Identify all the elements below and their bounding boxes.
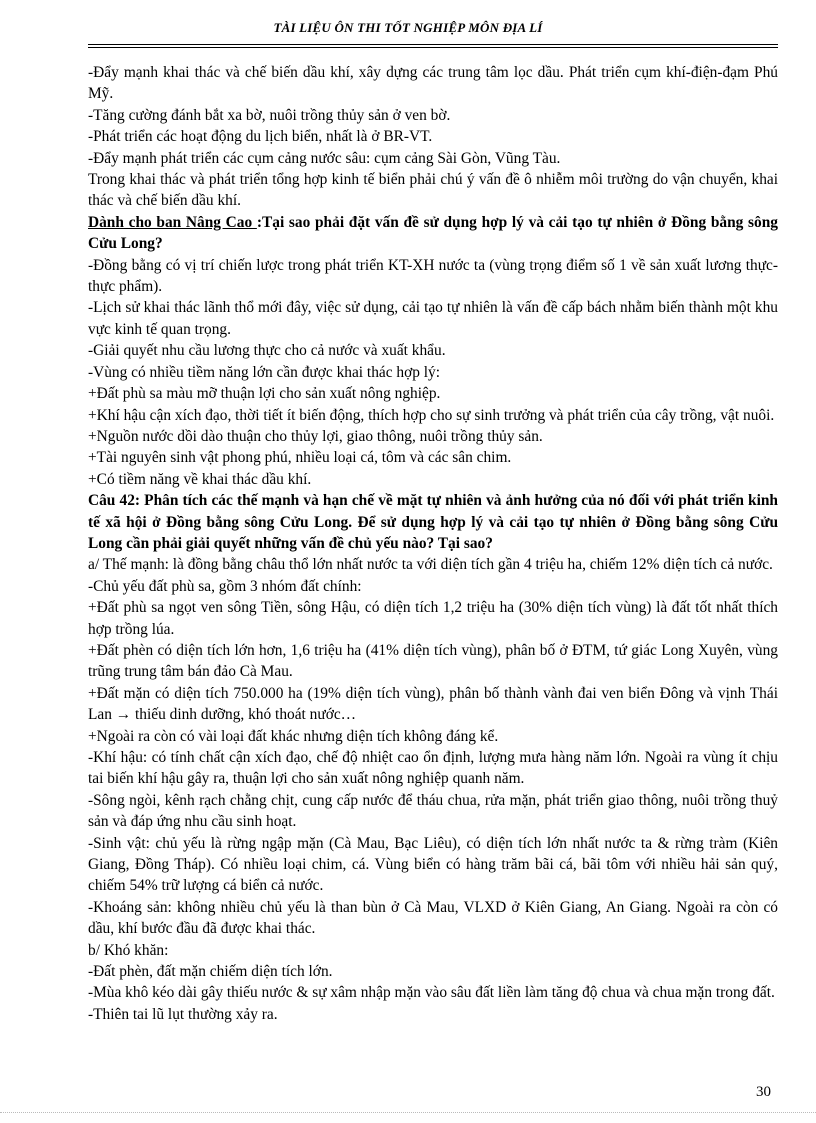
list-item: +Khí hậu cận xích đạo, thời tiết ít biến động, thích hợp cho sự sinh trưởng và phát triển của cây trồng, vật nuôi. (88, 406, 775, 424)
question-42-heading: Câu 42: Phân tích các thế mạnh và hạn chế về mặt tự nhiên và ảnh hưởng của nó đối với phát triển kinh tế xã hội ở Đồng bằng sông Cửu Long. Để sử dụng hợp lý và cải tạo tự nhiên ở Đồng bằng sông Cửu Long cần phải giải quyết những vấn đề chủ yếu nào? Tại sao? (88, 492, 778, 552)
list-item: +Đất phù sa màu mỡ thuận lợi cho sản xuất nông nghiệp. (88, 385, 441, 403)
list-item: -Thiên tai lũ lụt thường xảy ra. (88, 1005, 278, 1023)
list-item: +Nguồn nước dồi dào thuận cho thủy lợi, giao thông, nuôi trồng thủy sản. (88, 427, 543, 445)
paragraph: -Tăng cường đánh bắt xa bờ, nuôi trồng thủy sản ở ven bờ. (88, 106, 451, 124)
list-item: -Lịch sử khai thác lãnh thổ mới đây, việc sử dụng, cải tạo tự nhiên là vấn đề cấp bách nhằm biến thành một khu vực kinh tế quan trọng. (88, 299, 778, 338)
list-item: -Giải quyết nhu cầu lương thực cho cả nước và xuất khẩu. (88, 342, 446, 360)
advanced-section-heading (88, 212, 778, 255)
advanced-question: :Tại sao phải đặt vấn đề sử dụng hợp lý và cải tạo tự nhiên ở Đồng bằng sông Cửu Long? (88, 213, 779, 253)
list-item: -Sinh vật: chủ yếu là rừng ngập mặn (Cà Mau, Bạc Liêu), có diện tích lớn nhất nước ta & rừng tràm (Kiên Giang, Đồng Tháp). Có nhiều loại chim, cá. Vùng biển có hàng trăm bãi cá, bãi tôm với nhiều hải sản quý, chiếm 54% trữ lượng cá biển cả nước. (88, 834, 778, 895)
list-item: +Tài nguyên sinh vật phong phú, nhiều loại cá, tôm và các sân chim. (88, 449, 512, 467)
paragraph: Trong khai thác và phát triển tổng hợp kinh tế biển phải chú ý vấn đề ô nhiễm môi trường do vận chuyển, khai thác và chế biến dầu khí. (88, 171, 778, 210)
list-item: -Khoáng sản: không nhiều chủ yếu là than bùn ở Cà Mau, VLXD ở Kiên Giang, An Giang. Ngoài ra còn có dầu, khí bước đầu đã được khai thác. (88, 898, 778, 938)
list-item: -Mùa khô kéo dài gây thiếu nước & sự xâm nhập mặn vào sâu đất liền làm tăng độ chua và chua mặn trong đất. (88, 984, 775, 1002)
list-item: -Vùng có nhiều tiềm năng lớn cần được khai thác hợp lý: (88, 363, 441, 381)
paragraph: -Phát triển các hoạt động du lịch biển, nhất là ở BR-VT. (88, 128, 433, 146)
list-item: b/ Khó khăn: (88, 941, 169, 959)
list-item: +Ngoài ra còn có vài loại đất khác nhưng diện tích không đáng kể. (88, 727, 499, 745)
advanced-label: Dành cho ban Nâng Cao (88, 213, 257, 231)
footer-rule (0, 1112, 816, 1113)
list-item: +Đất phù sa ngọt ven sông Tiền, sông Hậu, có diện tích 1,2 triệu ha (30% diện tích vùng) là đất tốt nhất thích hợp trồng lúa. (88, 599, 778, 638)
paragraph: -Đẩy mạnh khai thác và chế biến dầu khí, xây dựng các trung tâm lọc dầu. Phát triển cụm khí-điện-đạm Phú Mỹ. (88, 64, 778, 103)
list-item: -Sông ngòi, kênh rạch chằng chịt, cung cấp nước để tháu chua, rửa mặn, phát triển giao thông, nuôi trồng thuỷ sản và đáp ứng nhu cầu sinh hoạt. (88, 791, 778, 831)
header-rule (88, 44, 778, 48)
list-item: +Có tiềm năng về khai thác dầu khí. (88, 470, 312, 488)
document-body (88, 62, 778, 1025)
list-item: -Đồng bằng có vị trí chiến lược trong phát triển KT-XH nước ta (vùng trọng điểm số 1 về sản xuất lương thực-thực phẩm). (88, 256, 778, 296)
list-item: +Đất phèn có diện tích lớn hơn, 1,6 triệu ha (41% diện tích vùng), phân bố ở ĐTM, tứ giác Long Xuyên, vùng trũng trung tâm bán đảo Cà Mau. (88, 641, 778, 681)
list-item: -Chủ yếu đất phù sa, gồm 3 nhóm đất chính: (88, 577, 362, 595)
page-number: 30 (756, 1084, 771, 1100)
paragraph: -Đẩy mạnh phát triển các cụm cảng nước sâu: cụm cảng Sài Gòn, Vũng Tàu. (88, 149, 561, 167)
list-item: +Đất mặn có diện tích 750.000 ha (19% diện tích vùng), phân bố thành vành đai ven biển Đông và vịnh Thái Lan → thiếu dinh dưỡng, khó thoát nước… (88, 684, 778, 724)
page-header: TÀI LIỆU ÔN THI TỐT NGHIỆP MÔN ĐỊA LÍ (273, 20, 543, 35)
list-item: -Khí hậu: có tính chất cận xích đạo, chế độ nhiệt cao ổn định, lượng mưa hàng năm lớn. Ngoài ra vùng ít chịu tai biến khí hậu gây ra, thuận lợi cho sản xuất nông nghiệp quanh năm. (88, 749, 778, 788)
list-item: a/ Thế mạnh: là đồng bằng châu thổ lớn nhất nước ta với diện tích gần 4 triệu ha, chiếm 12% diện tích cả nước. (88, 556, 773, 574)
list-item: -Đất phèn, đất mặn chiếm diện tích lớn. (88, 963, 333, 981)
